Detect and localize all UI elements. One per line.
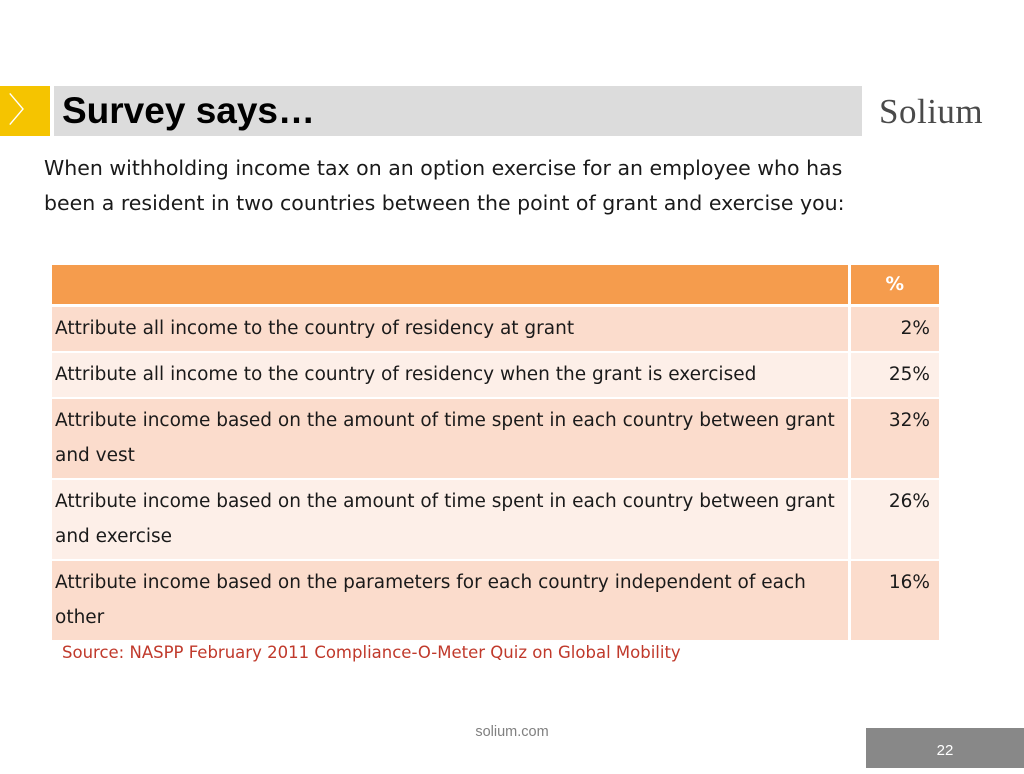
column-header-percent: % <box>849 265 939 306</box>
results-table <box>52 265 939 642</box>
answer-label: Attribute all income to the country of residency when the grant is exercised <box>52 352 849 398</box>
answer-label: Attribute income based on the parameters for each country independent of each other <box>52 560 849 641</box>
table-row <box>52 398 939 479</box>
chevron-right-icon: 〉 <box>0 86 50 136</box>
source-citation: Source: NASPP February 2011 Compliance-O-Meter Quiz on Global Mobility <box>62 643 681 662</box>
page-title: Survey says… <box>62 90 316 131</box>
answer-percent: 25% <box>849 352 939 398</box>
table-row <box>52 306 939 353</box>
table-row <box>52 352 939 398</box>
table-header-row <box>52 265 939 306</box>
logo: Solium <box>879 92 984 131</box>
answer-percent: 16% <box>849 560 939 641</box>
answer-label: Attribute income based on the amount of time spent in each country between grant and exercise <box>52 479 849 560</box>
answer-percent: 32% <box>849 398 939 479</box>
survey-question: When withholding income tax on an option exercise for an employee who has been a resident in two countries between the point of grant and exercise you: <box>44 156 845 215</box>
title-bar <box>54 86 862 136</box>
footer-url: solium.com <box>475 724 549 740</box>
answer-percent: 2% <box>849 306 939 353</box>
page-number: 22 <box>866 728 1024 768</box>
table-row <box>52 479 939 560</box>
answer-percent: 26% <box>849 479 939 560</box>
answer-label: Attribute all income to the country of residency at grant <box>52 306 849 353</box>
column-header-answer <box>52 265 849 306</box>
answer-label: Attribute income based on the amount of time spent in each country between grant and vest <box>52 398 849 479</box>
table-row <box>52 560 939 641</box>
